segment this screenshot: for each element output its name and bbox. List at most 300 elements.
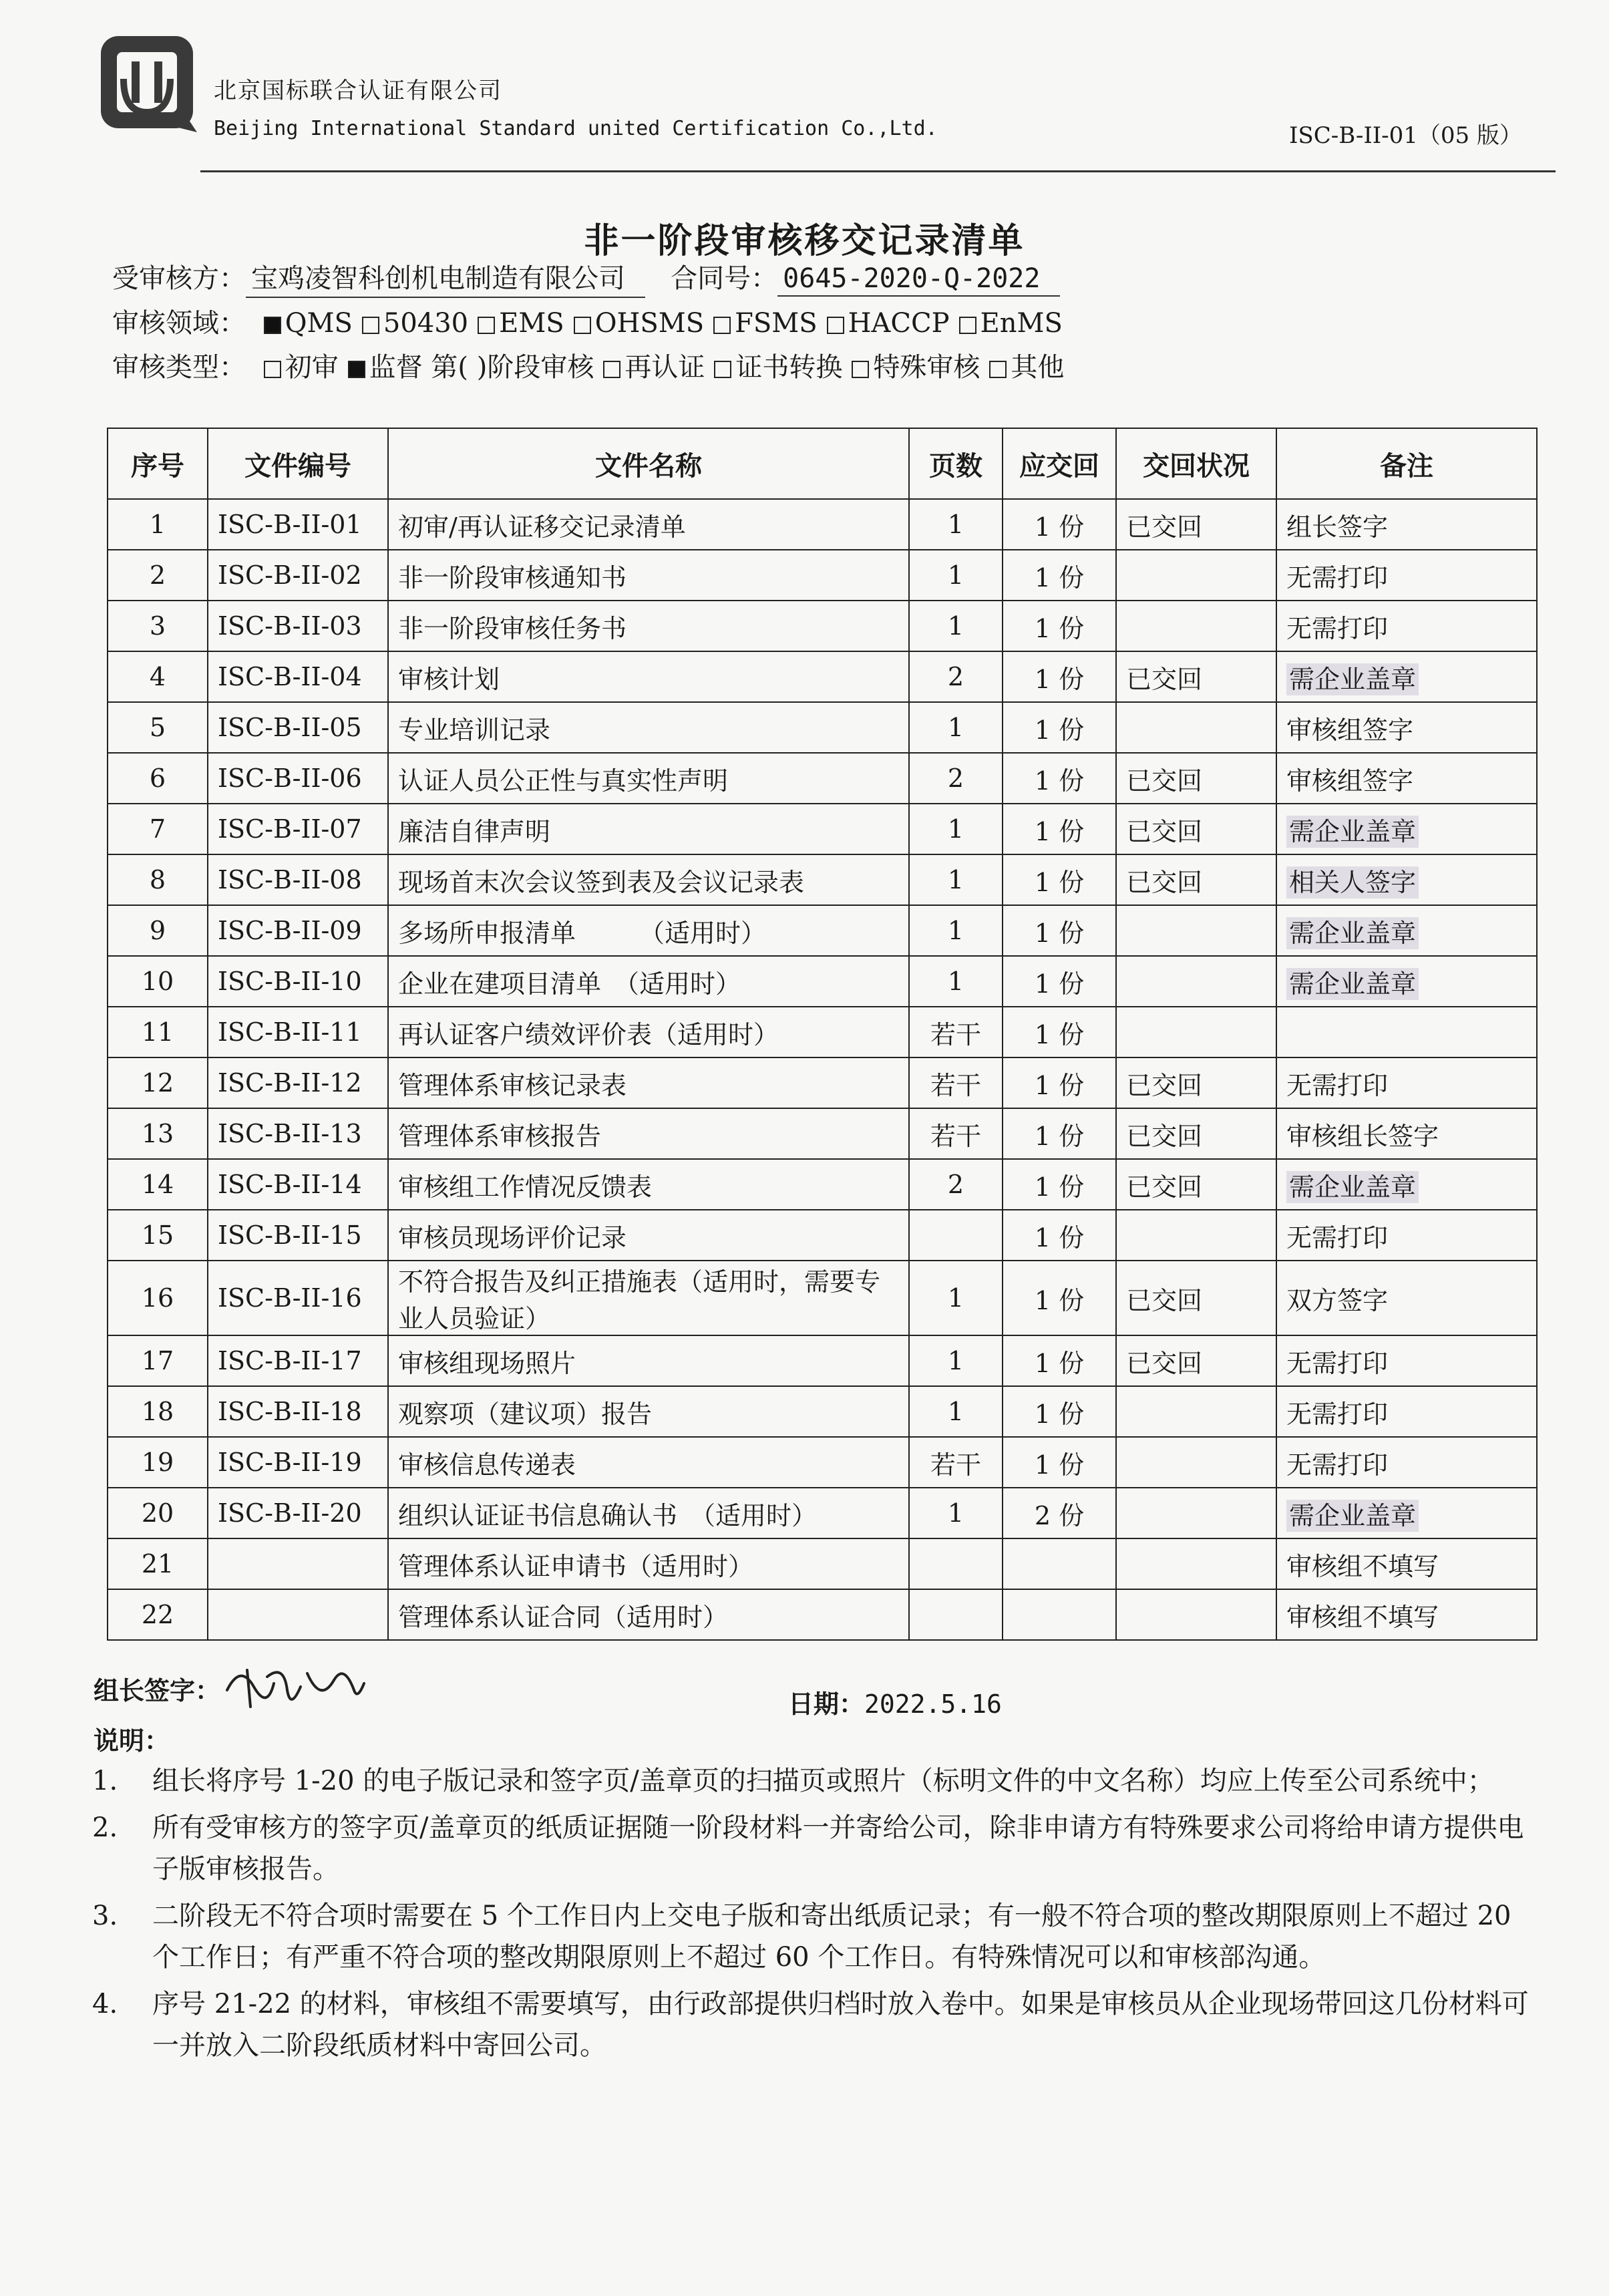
table-row xyxy=(108,1437,1537,1488)
row-name: 观察项（建议项）报告 xyxy=(398,1399,653,1429)
note-item xyxy=(87,1983,1536,2066)
row-code-cell xyxy=(208,1159,388,1210)
table-row xyxy=(108,1057,1537,1108)
col-header-name: 文件名称 xyxy=(388,428,909,499)
audit-type-checkbox[interactable] xyxy=(603,361,620,378)
row-code: ISC-B-II-10 xyxy=(218,967,362,996)
row-code-cell xyxy=(208,753,388,804)
row-pages-cell xyxy=(909,550,1003,601)
row-status: 已交回 xyxy=(1126,1348,1203,1378)
row-name: 管理体系认证申请书（适用时） xyxy=(398,1551,754,1581)
row-pages-cell xyxy=(909,1261,1003,1335)
note-number: 4. xyxy=(92,1989,118,2019)
row-name-cell xyxy=(388,1589,909,1640)
row-remark: 需企业盖章 xyxy=(1286,816,1419,848)
row-name: 审核组工作情况反馈表 xyxy=(398,1172,653,1202)
audit-field-checkbox[interactable] xyxy=(574,317,591,334)
row-code-cell xyxy=(208,499,388,550)
row-pages: 1 xyxy=(947,967,964,996)
table-header-row xyxy=(108,428,1537,499)
row-name-cell xyxy=(388,1159,909,1210)
row-code-cell xyxy=(208,1007,388,1057)
audit-field-checkbox[interactable] xyxy=(827,317,844,334)
row-pages-cell xyxy=(909,702,1003,753)
row-code: ISC-B-II-04 xyxy=(218,662,362,691)
row-pages-cell xyxy=(909,1589,1003,1640)
row-no: 20 xyxy=(141,1498,174,1528)
row-remark-cell xyxy=(1276,1589,1537,1640)
row-name-cell xyxy=(388,854,909,905)
row-pages-cell xyxy=(909,601,1003,651)
row-no-cell xyxy=(108,1108,208,1159)
row-no-cell xyxy=(108,550,208,601)
row-pages-cell xyxy=(909,1488,1003,1538)
row-code: ISC-B-II-11 xyxy=(218,1017,362,1047)
row-copies: 1 份 xyxy=(1034,613,1085,643)
row-status-cell xyxy=(1116,1589,1276,1640)
row-status-cell xyxy=(1116,1538,1276,1589)
note-number: 3. xyxy=(92,1901,118,1931)
row-status: 已交回 xyxy=(1126,1121,1203,1151)
row-copies: 1 份 xyxy=(1034,1121,1085,1151)
table-row xyxy=(108,804,1537,854)
row-name-cell xyxy=(388,1437,909,1488)
row-status-cell xyxy=(1116,1210,1276,1261)
row-no: 3 xyxy=(149,611,166,641)
audited-party-line xyxy=(112,257,1060,298)
row-no: 2 xyxy=(149,560,166,590)
row-pages-cell xyxy=(909,1386,1003,1437)
row-copies: 1 份 xyxy=(1034,512,1085,542)
audit-type-option-label: 初审 xyxy=(285,352,339,383)
row-no: 13 xyxy=(141,1119,174,1148)
audit-field-option-label: 50430 xyxy=(383,308,469,339)
row-copies-cell xyxy=(1003,1437,1116,1488)
row-copies-cell xyxy=(1003,956,1116,1007)
row-copies: 1 份 xyxy=(1034,664,1085,694)
table-row xyxy=(108,956,1537,1007)
row-copies-cell xyxy=(1003,1488,1116,1538)
date-label: 日期： xyxy=(788,1689,865,1719)
table-row xyxy=(108,1210,1537,1261)
audit-field-option xyxy=(818,308,950,339)
row-copies: 1 份 xyxy=(1034,562,1085,593)
row-copies-cell xyxy=(1003,804,1116,854)
row-no-cell xyxy=(108,601,208,651)
audit-field-option xyxy=(353,308,468,339)
row-pages-cell xyxy=(909,1159,1003,1210)
row-pages-cell xyxy=(909,1538,1003,1589)
row-remark-cell xyxy=(1276,1386,1537,1437)
row-name-cell xyxy=(388,702,909,753)
row-code-cell xyxy=(208,550,388,601)
row-copies-cell xyxy=(1003,499,1116,550)
row-code-cell xyxy=(208,1057,388,1108)
row-copies: 1 份 xyxy=(1034,715,1085,745)
row-code-cell xyxy=(208,1335,388,1386)
audit-fields-label: 审核领域： xyxy=(112,308,246,339)
row-no-cell xyxy=(108,1437,208,1488)
row-pages-cell xyxy=(909,499,1003,550)
row-name-cell xyxy=(388,905,909,956)
contract-label: 合同号： xyxy=(671,263,778,294)
row-copies-cell xyxy=(1003,1007,1116,1057)
row-copies: 1 份 xyxy=(1034,1172,1085,1202)
note-text: 组长将序号 1-20 的电子版记录和签字页/盖章页的扫描页或照片（标明文件的中文名称）均应上传至公司系统中； xyxy=(152,1766,1494,1796)
row-pages: 1 xyxy=(947,865,964,894)
row-remark: 审核组不填写 xyxy=(1286,1602,1439,1632)
note-text: 二阶段无不符合项时需要在 5 个工作日内上交电子版和寄出纸质记录；有一般不符合项的整改期限原则上不超过 20 个工作日；有严重不符合项的整改期限原则上不超过 60 个工作日。有特殊情况可以和审核部沟通。 xyxy=(152,1901,1511,1973)
table-row xyxy=(108,601,1537,651)
row-remark: 无需打印 xyxy=(1286,1348,1389,1378)
row-remark-cell xyxy=(1276,1538,1537,1589)
row-pages: 2 xyxy=(947,662,964,691)
row-no-cell xyxy=(108,1159,208,1210)
row-code-cell xyxy=(208,651,388,702)
row-name: 非一阶段审核任务书 xyxy=(398,613,627,643)
row-code-cell xyxy=(208,854,388,905)
leader-signature xyxy=(220,1650,367,1717)
row-code-cell xyxy=(208,905,388,956)
row-copies-cell xyxy=(1003,1159,1116,1210)
audit-field-checkbox[interactable] xyxy=(959,317,976,334)
audit-types-label: 审核类型： xyxy=(112,352,246,383)
row-no: 12 xyxy=(141,1068,174,1098)
row-code-cell xyxy=(208,1488,388,1538)
row-status-cell xyxy=(1116,1386,1276,1437)
row-name-cell xyxy=(388,1210,909,1261)
row-copies-cell xyxy=(1003,854,1116,905)
audit-type-checkbox[interactable] xyxy=(348,361,365,378)
row-remark: 组长签字 xyxy=(1286,512,1389,542)
col-header-code: 文件编号 xyxy=(208,428,388,499)
row-code: ISC-B-II-19 xyxy=(218,1448,362,1477)
table-row xyxy=(108,702,1537,753)
row-code: ISC-B-II-18 xyxy=(218,1397,362,1426)
row-code: ISC-B-II-14 xyxy=(218,1170,362,1199)
table-row xyxy=(108,1159,1537,1210)
row-pages-cell xyxy=(909,1210,1003,1261)
row-code-cell xyxy=(208,1538,388,1589)
row-status: 已交回 xyxy=(1126,1070,1203,1100)
row-pages: 2 xyxy=(947,1170,964,1199)
row-remark-cell xyxy=(1276,753,1537,804)
row-pages-cell xyxy=(909,854,1003,905)
row-copies-cell xyxy=(1003,1589,1116,1640)
row-copies: 1 份 xyxy=(1034,1399,1085,1429)
row-remark: 审核组签字 xyxy=(1286,766,1414,796)
row-code-cell xyxy=(208,1210,388,1261)
row-no-cell xyxy=(108,905,208,956)
row-copies: 1 份 xyxy=(1034,1285,1085,1315)
audit-field-option-label: EMS xyxy=(499,308,564,339)
row-name-cell xyxy=(388,804,909,854)
note-text: 所有受审核方的签字页/盖章页的纸质证据随一阶段材料一并寄给公司，除非申请方有特殊要求公司将给申请方提供电子版审核报告。 xyxy=(152,1812,1524,1884)
col-header-remark: 备注 xyxy=(1276,428,1537,499)
row-remark: 无需打印 xyxy=(1286,1222,1389,1253)
row-no-cell xyxy=(108,1335,208,1386)
row-name: 审核信息传递表 xyxy=(398,1450,576,1480)
audit-field-option-label: FSMS xyxy=(735,308,818,339)
row-code-cell xyxy=(208,804,388,854)
row-status-cell xyxy=(1116,1159,1276,1210)
row-remark: 需企业盖章 xyxy=(1286,1500,1419,1532)
row-status: 已交回 xyxy=(1126,816,1203,846)
audit-field-checkbox[interactable] xyxy=(478,317,495,334)
row-no-cell xyxy=(108,1488,208,1538)
row-status-cell xyxy=(1116,1007,1276,1057)
row-status-cell xyxy=(1116,1108,1276,1159)
col-header-copies: 应交回 xyxy=(1003,428,1116,499)
row-no: 16 xyxy=(141,1283,174,1313)
row-no: 15 xyxy=(141,1220,174,1250)
row-status-cell xyxy=(1116,804,1276,854)
table-row xyxy=(108,1335,1537,1386)
audit-type-option-label: 再认证 xyxy=(624,352,705,383)
audit-field-option xyxy=(564,308,704,339)
row-no-cell xyxy=(108,702,208,753)
row-code: ISC-B-II-20 xyxy=(218,1498,362,1528)
row-code: ISC-B-II-12 xyxy=(218,1068,362,1098)
row-code-cell xyxy=(208,702,388,753)
row-copies-cell xyxy=(1003,753,1116,804)
audit-field-checkbox[interactable] xyxy=(264,317,281,334)
row-remark: 无需打印 xyxy=(1286,562,1389,593)
row-copies-cell xyxy=(1003,550,1116,601)
audit-field-checkbox[interactable] xyxy=(713,317,731,334)
row-remark-cell xyxy=(1276,1159,1537,1210)
row-pages: 1 xyxy=(947,510,964,539)
row-status: 已交回 xyxy=(1126,867,1203,897)
row-pages-cell xyxy=(909,1108,1003,1159)
row-name: 再认证客户绩效评价表（适用时） xyxy=(398,1019,779,1049)
row-copies: 1 份 xyxy=(1034,969,1085,999)
table-row xyxy=(108,499,1537,550)
row-pages: 1 xyxy=(947,1498,964,1528)
row-status-cell xyxy=(1116,1488,1276,1538)
row-code: ISC-B-II-08 xyxy=(218,865,362,894)
row-no-cell xyxy=(108,1589,208,1640)
row-name: 初审/再认证移交记录清单 xyxy=(398,512,686,542)
audit-field-checkbox[interactable] xyxy=(362,317,379,334)
row-copies: 1 份 xyxy=(1034,1222,1085,1253)
row-pages-cell xyxy=(909,1007,1003,1057)
row-remark: 无需打印 xyxy=(1286,1070,1389,1100)
row-code: ISC-B-II-13 xyxy=(218,1119,362,1148)
table-row xyxy=(108,1007,1537,1057)
row-name-cell xyxy=(388,651,909,702)
row-remark-cell xyxy=(1276,1488,1537,1538)
row-no: 8 xyxy=(149,865,166,894)
row-name: 多场所申报清单 （适用时） xyxy=(398,918,767,948)
row-name: 企业在建项目清单 （适用时） xyxy=(398,969,741,999)
row-pages-cell xyxy=(909,651,1003,702)
row-pages-cell xyxy=(909,905,1003,956)
table-row xyxy=(108,1108,1537,1159)
row-pages: 若干 xyxy=(930,1019,981,1049)
row-copies: 1 份 xyxy=(1034,867,1085,897)
row-code-cell xyxy=(208,1108,388,1159)
note-number: 1. xyxy=(92,1766,118,1796)
row-no-cell xyxy=(108,651,208,702)
row-status-cell xyxy=(1116,1335,1276,1386)
audit-field-option xyxy=(950,308,1063,339)
row-status-cell xyxy=(1116,956,1276,1007)
row-copies: 1 份 xyxy=(1034,1348,1085,1378)
col-header-no: 序号 xyxy=(108,428,208,499)
leader-signature-label: 组长签字： xyxy=(94,1675,221,1705)
row-remark: 无需打印 xyxy=(1286,1450,1389,1480)
audit-type-option xyxy=(594,352,705,383)
row-no: 22 xyxy=(141,1600,174,1629)
col-header-pages: 页数 xyxy=(909,428,1003,499)
row-no-cell xyxy=(108,1007,208,1057)
row-name: 管理体系审核报告 xyxy=(398,1121,602,1151)
note-text: 序号 21-22 的材料，审核组不需要填写，由行政部提供归档时放入卷中。如果是审核员从企业现场带回这几份材料可一并放入二阶段纸质材料中寄回公司。 xyxy=(152,1989,1529,2061)
row-pages-cell xyxy=(909,753,1003,804)
row-status: 已交回 xyxy=(1126,664,1203,694)
row-remark: 无需打印 xyxy=(1286,1399,1389,1429)
company-name-en: Beijing International Standard united Certification Co.,Ltd. xyxy=(214,117,938,140)
row-remark-cell xyxy=(1276,1108,1537,1159)
table-row xyxy=(108,1488,1537,1538)
row-copies-cell xyxy=(1003,601,1116,651)
row-pages: 1 xyxy=(947,1283,964,1313)
table-row xyxy=(108,854,1537,905)
row-remark: 需企业盖章 xyxy=(1286,1171,1419,1203)
row-status-cell xyxy=(1116,702,1276,753)
row-copies-cell xyxy=(1003,1261,1116,1335)
row-remark-cell xyxy=(1276,804,1537,854)
row-no: 21 xyxy=(141,1549,174,1579)
col-header-status: 交回状况 xyxy=(1116,428,1276,499)
row-no-cell xyxy=(108,1538,208,1589)
row-name: 组织认证证书信息确认书 （适用时） xyxy=(398,1500,818,1530)
row-code: ISC-B-II-06 xyxy=(218,764,362,793)
row-no-cell xyxy=(108,804,208,854)
row-copies-cell xyxy=(1003,651,1116,702)
row-code-cell xyxy=(208,1386,388,1437)
contract-number-field[interactable]: 0645-2020-Q-2022 xyxy=(777,263,1060,297)
row-remark-cell xyxy=(1276,854,1537,905)
row-remark-cell xyxy=(1276,702,1537,753)
audit-type-option xyxy=(254,352,339,383)
row-pages: 1 xyxy=(947,560,964,590)
note-number: 2. xyxy=(92,1812,118,1843)
row-no: 4 xyxy=(149,662,166,691)
row-status: 已交回 xyxy=(1126,1285,1203,1315)
row-pages-cell xyxy=(909,1057,1003,1108)
row-remark-cell xyxy=(1276,1335,1537,1386)
audited-party-label: 受审核方： xyxy=(112,263,246,294)
row-copies: 1 份 xyxy=(1034,766,1085,796)
row-code: ISC-B-II-07 xyxy=(218,814,362,844)
audited-party-field[interactable]: 宝鸡凌智科创机电制造有限公司 xyxy=(246,257,645,298)
audit-type-option xyxy=(842,352,980,383)
row-name: 认证人员公正性与真实性声明 xyxy=(398,766,729,796)
table-row xyxy=(108,1261,1537,1335)
row-code-cell xyxy=(208,1437,388,1488)
row-remark-cell xyxy=(1276,550,1537,601)
row-name-cell xyxy=(388,1057,909,1108)
row-no-cell xyxy=(108,1261,208,1335)
note-item xyxy=(87,1760,1536,1802)
note-item xyxy=(87,1895,1536,1978)
row-name-cell xyxy=(388,956,909,1007)
row-name-cell xyxy=(388,753,909,804)
row-no: 5 xyxy=(149,713,166,742)
note-item xyxy=(87,1807,1536,1890)
row-name: 专业培训记录 xyxy=(398,715,551,745)
row-remark-cell xyxy=(1276,1210,1537,1261)
row-pages-cell xyxy=(909,804,1003,854)
row-no: 9 xyxy=(149,916,166,945)
row-no: 14 xyxy=(141,1170,174,1199)
row-no: 19 xyxy=(141,1448,174,1477)
row-name: 管理体系认证合同（适用时） xyxy=(398,1602,729,1632)
row-remark-cell xyxy=(1276,1261,1537,1335)
row-code: ISC-B-II-02 xyxy=(218,560,362,590)
row-remark-cell xyxy=(1276,1437,1537,1488)
audit-type-option xyxy=(980,352,1064,383)
row-status-cell xyxy=(1116,1437,1276,1488)
row-remark: 需企业盖章 xyxy=(1286,917,1419,949)
row-no-cell xyxy=(108,854,208,905)
row-status: 已交回 xyxy=(1126,766,1203,796)
row-remark-cell xyxy=(1276,499,1537,550)
row-name-cell xyxy=(388,1108,909,1159)
row-no-cell xyxy=(108,956,208,1007)
row-pages: 1 xyxy=(947,611,964,641)
audit-field-option xyxy=(704,308,818,339)
row-no: 18 xyxy=(141,1397,174,1426)
row-copies-cell xyxy=(1003,1386,1116,1437)
row-remark: 相关人签字 xyxy=(1286,866,1419,898)
row-no: 11 xyxy=(141,1017,174,1047)
document-code: ISC-B-II-01（05 版） xyxy=(1288,122,1522,149)
row-no: 1 xyxy=(149,510,166,539)
audit-types-line xyxy=(112,346,1064,384)
row-remark: 审核组签字 xyxy=(1286,715,1414,745)
row-copies-cell xyxy=(1003,1538,1116,1589)
row-name-cell xyxy=(388,1386,909,1437)
row-code: ISC-B-II-16 xyxy=(218,1283,362,1313)
notes-title: 说明： xyxy=(94,1726,170,1756)
table-row xyxy=(108,651,1537,702)
audit-type-checkbox[interactable] xyxy=(989,361,1007,378)
date-line xyxy=(788,1683,1002,1720)
row-name-cell xyxy=(388,1335,909,1386)
audit-type-checkbox[interactable] xyxy=(714,361,731,378)
row-remark: 双方签字 xyxy=(1286,1285,1389,1315)
audit-type-option-label: 证书转换 xyxy=(735,352,843,383)
audit-field-option-label: HACCP xyxy=(848,308,950,339)
row-name-cell xyxy=(388,550,909,601)
row-pages: 若干 xyxy=(930,1070,981,1100)
row-remark-cell xyxy=(1276,1007,1537,1057)
row-copies-cell xyxy=(1003,1335,1116,1386)
row-name-cell xyxy=(388,601,909,651)
row-remark-cell xyxy=(1276,601,1537,651)
row-status: 已交回 xyxy=(1126,1172,1203,1202)
header-divider xyxy=(200,170,1556,172)
audit-type-option-label: 其他 xyxy=(1011,352,1065,383)
audit-type-checkbox[interactable] xyxy=(852,361,869,378)
audit-type-checkbox[interactable] xyxy=(264,361,281,378)
row-copies-cell xyxy=(1003,1108,1116,1159)
row-remark: 需企业盖章 xyxy=(1286,968,1419,1000)
table-row xyxy=(108,753,1537,804)
